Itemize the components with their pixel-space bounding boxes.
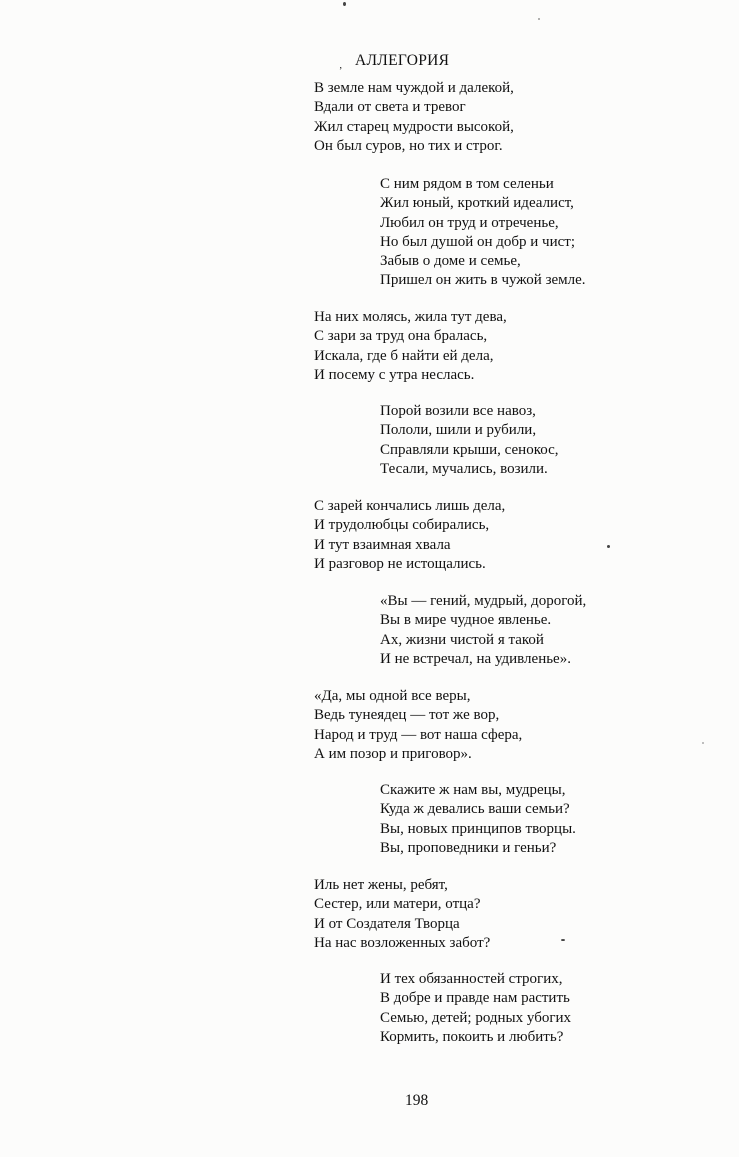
poem-line: Вы, новых принципов творцы. (380, 820, 576, 837)
poem-line: А им позор и приговор». (314, 745, 472, 762)
poem-line: «Да, мы одной все веры, (314, 688, 471, 704)
poem-line: Искала, где б найти ей дела, (314, 347, 494, 364)
poem-line: Жил юный, кроткий идеалист, (380, 195, 574, 212)
stanza-6 (380, 592, 586, 669)
poem-line: В добре и правде нам растить (380, 990, 570, 1007)
poem-line: Любил он труд и отреченье, (380, 214, 559, 231)
poem-line: С ним рядом в том селеньи (380, 176, 554, 192)
poem-line: На них молясь, жила тут дева, (314, 309, 507, 325)
stanza-3 (314, 308, 507, 385)
poem-line: Сестер, или матери, отца? (314, 896, 481, 913)
poem-line: Он был суров, но тих и строг. (314, 137, 503, 154)
poem-line: Народ и труд — вот наша сфера, (314, 726, 523, 743)
poem-line: И от Создателя Творца (314, 915, 460, 932)
stanza-10 (380, 970, 571, 1047)
poem-line: И не встречал, на удивленье». (380, 650, 571, 667)
stanza-2 (380, 175, 586, 291)
poem-line: И посему с утра неслась. (314, 366, 475, 383)
poem-line: С зарей кончались лишь дела, (314, 498, 506, 514)
poem-line: Кормить, покоить и любить? (380, 1028, 564, 1045)
poem-line: И тут взаимная хвала (314, 536, 451, 553)
poem-line: На нас возложенных забот? (314, 934, 491, 951)
poem-line: Ах, жизни чистой я такой (380, 631, 544, 648)
poem-line: С зари за труд она бралась, (314, 328, 488, 345)
scan-speck (561, 939, 565, 941)
scan-speck (343, 2, 346, 6)
poem-line: В земле нам чуждой и далекой, (314, 80, 514, 96)
stanza-7 (314, 687, 522, 764)
scan-speck (607, 545, 610, 548)
poem-line: Вы, проповедники и геньи? (380, 839, 557, 856)
poem-line: И трудолюбцы собирались, (314, 517, 490, 534)
poem-line: «Вы — гений, мудрый, дорогой, (380, 593, 587, 609)
poem-line: Семью, детей; родных убогих (380, 1009, 572, 1026)
poem-line: Иль нет жены, ребят, (314, 877, 448, 893)
stanza-8 (380, 781, 576, 858)
scan-speck (702, 742, 704, 744)
poem-line: Пололи, шили и рубили, (380, 422, 537, 439)
poem-line: Тесали, мучались, возили. (380, 460, 548, 477)
poem-line: Ведь тунеядец — тот же вор, (314, 707, 500, 724)
poem-line: Скажите ж нам вы, мудрецы, (380, 782, 566, 798)
poem-line: Вдали от света и тревог (314, 99, 466, 116)
poem-line: Справляли крыши, сенокос, (380, 441, 559, 458)
poem-line: Куда ж девались ваши семьи? (380, 801, 570, 818)
poem-line: Порой возили все навоз, (380, 403, 536, 419)
poem-line: И тех обязанностей строгих, (380, 971, 563, 987)
stanza-4 (380, 402, 559, 479)
stanza-5 (314, 497, 505, 574)
stanza-1 (314, 79, 514, 156)
poem-line: Но был душой он добр и чист; (380, 233, 576, 250)
poem-line: Забыв о доме и семье, (380, 253, 521, 270)
poem-line: Жил старец мудрости высокой, (314, 118, 514, 135)
stanza-9 (314, 876, 490, 953)
poem-line: Вы в мире чудное явленье. (380, 612, 552, 629)
scan-speck (538, 18, 540, 20)
poem-title: АЛЛЕГОРИЯ (355, 52, 450, 69)
page-number: 198 (405, 1092, 429, 1109)
poem-line: И разговор не истощались. (314, 555, 486, 572)
poem-line: Пришел он жить в чужой земле. (380, 272, 586, 289)
title-mark: ‚ (339, 60, 343, 71)
